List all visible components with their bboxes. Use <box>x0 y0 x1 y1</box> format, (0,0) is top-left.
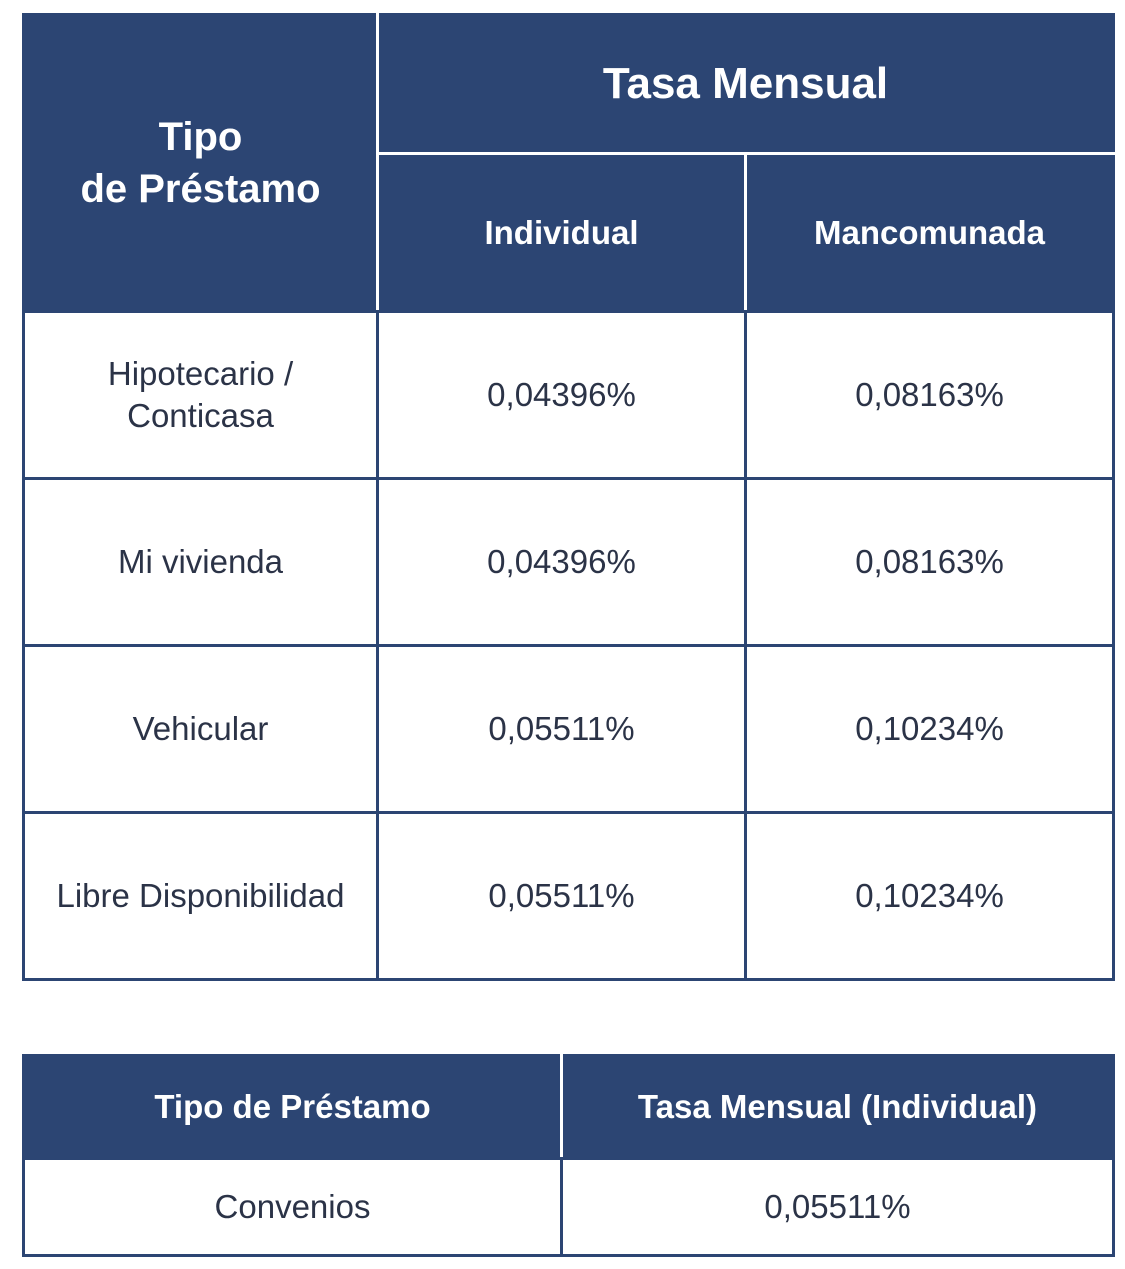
joint-rate-cell: 0,08163% <box>746 479 1114 646</box>
loan-type-line1: Hipotecario / <box>107 355 294 392</box>
table-row <box>24 646 1114 813</box>
agreements-rate-header: Tasa Mensual (Individual) <box>562 1056 1114 1159</box>
individual-rate-cell: 0,05511% <box>378 813 746 980</box>
table-row <box>24 1159 1114 1256</box>
loan-type-cell: Mi vivienda <box>24 479 378 646</box>
table-row <box>24 479 1114 646</box>
agreements-loan-type-header: Tipo de Préstamo <box>24 1056 562 1159</box>
monthly-rate-header: Tasa Mensual <box>378 15 1114 154</box>
individual-rate-cell: 0,05511% <box>378 646 746 813</box>
individual-rate-cell: 0,05511% <box>562 1159 1114 1256</box>
joint-rate-cell: 0,10234% <box>746 646 1114 813</box>
individual-header: Individual <box>378 154 746 312</box>
joint-rate-cell: 0,10234% <box>746 813 1114 980</box>
agreements-rate-table <box>22 1054 1115 1257</box>
individual-rate-cell: 0,04396% <box>378 479 746 646</box>
table-row <box>24 312 1114 479</box>
loan-rates-table <box>22 13 1115 981</box>
loan-type-cell: Convenios <box>24 1159 562 1256</box>
loan-type-cell: Vehicular <box>24 646 378 813</box>
loan-type-header-line2: de Préstamo <box>80 167 321 211</box>
loan-type-cell: Libre Disponibilidad <box>24 813 378 980</box>
loan-type-header-line1: Tipo <box>158 115 243 159</box>
table-row <box>24 813 1114 980</box>
loan-type-cell <box>24 312 378 479</box>
loan-type-header <box>24 15 378 312</box>
joint-header: Mancomunada <box>746 154 1114 312</box>
individual-rate-cell: 0,04396% <box>378 312 746 479</box>
joint-rate-cell: 0,08163% <box>746 312 1114 479</box>
loan-type-line2: Conticasa <box>127 397 274 434</box>
